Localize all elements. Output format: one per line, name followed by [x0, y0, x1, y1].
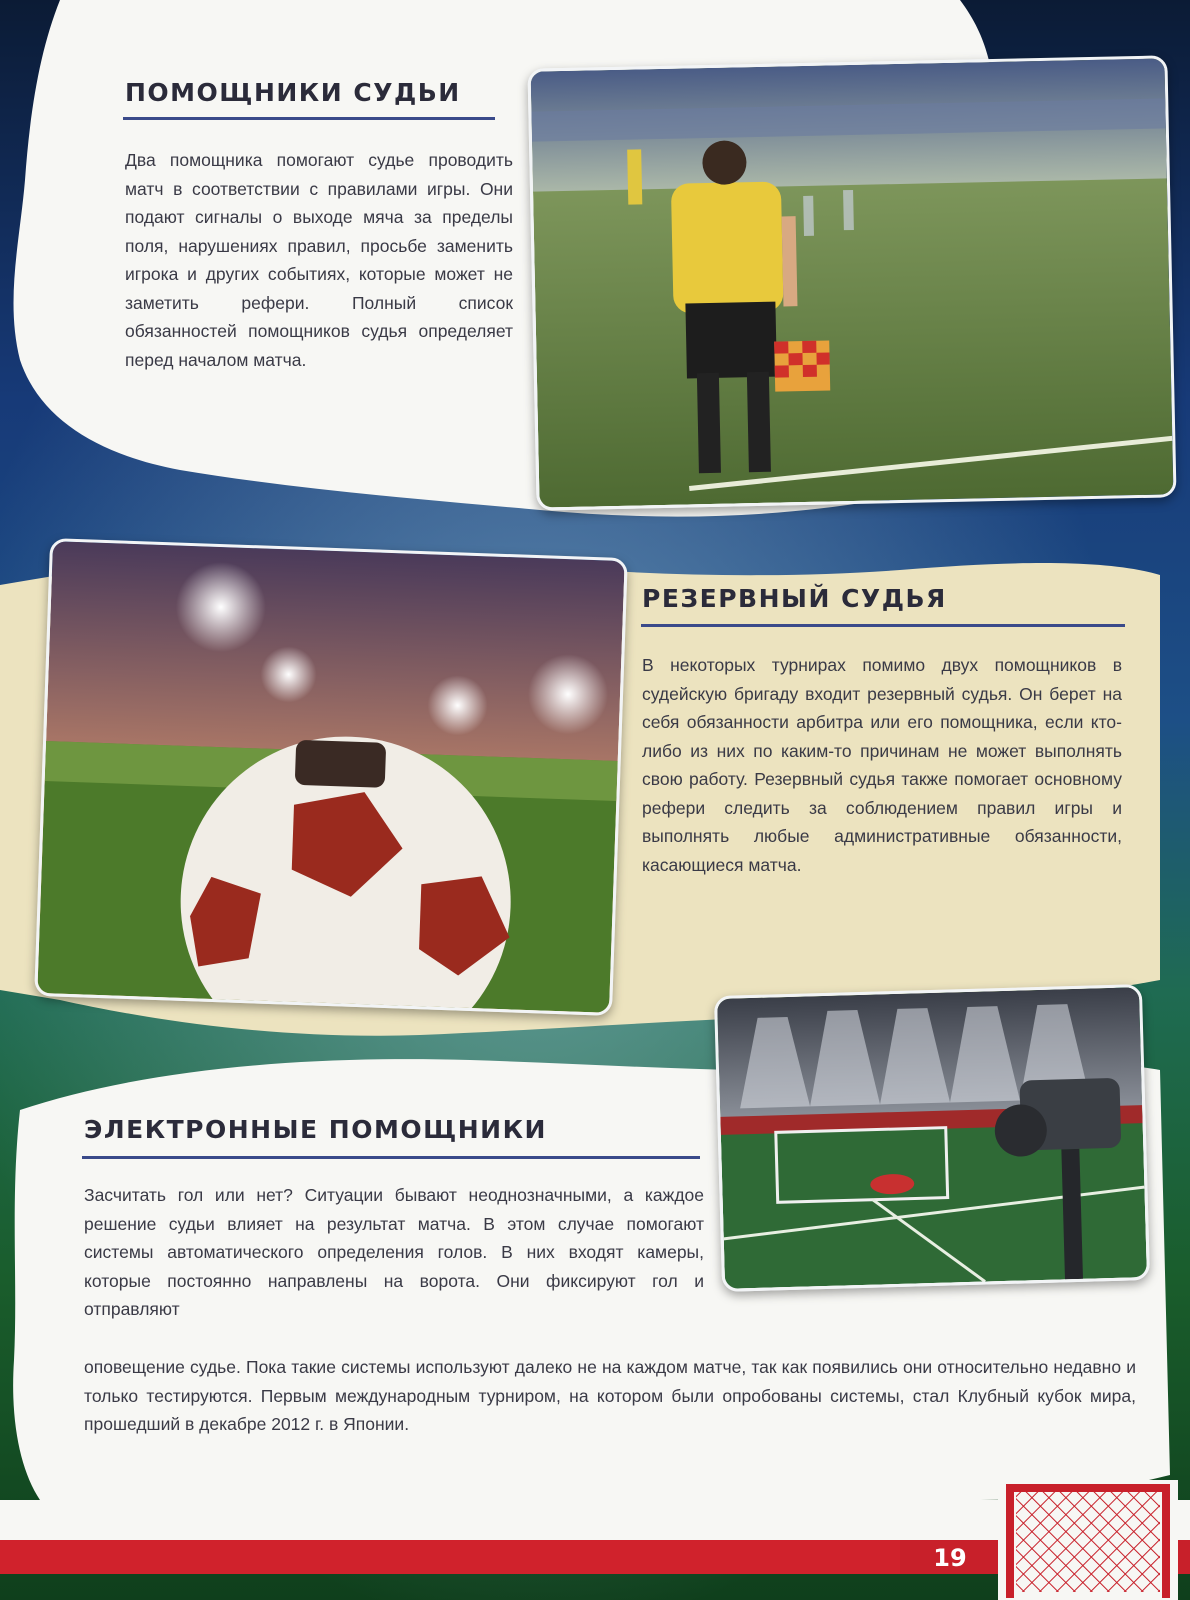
paragraph-assistants: Два помощника помогают судье проводить матч в соответствии с правилами игры. Они подают сигналы о выходе мяча за пределы поля, нарушениях правил, просьбе заменить игрока и других событиях, которые может не заметить рефери. Полный список обязанностей помощников судья определяет перед началом матча. [125, 150, 513, 370]
goal-net-icon [998, 1480, 1178, 1600]
heading-rule [82, 1156, 700, 1159]
paragraph-electronic-part1: Засчитать гол или нет? Ситуации бывают неоднозначными, а каждое решение судьи влияет на результат матча. В этом случае помогают системы автоматического определения голов. В них входят камеры, которые постоянно направлены на ворота. Они фиксируют гол и отправляют [84, 1185, 704, 1319]
heading-electronic: ЭЛЕКТРОННЫЕ ПОМОЩНИКИ [84, 1115, 547, 1144]
paragraph-electronic-part2: оповещение судье. Пока такие системы используют далеко не на каждом матче, так как появились они относительно недавно и только тестируются. Первым международным турниром, на котором были опробованы системы, стал Клубный кубок мира, прошедший в декабре 2012 г. в Японии. [84, 1357, 1136, 1434]
heading-rule [123, 117, 495, 120]
heading-rule [641, 624, 1125, 627]
linesman-photo [527, 55, 1176, 510]
page-number: 19 [933, 1544, 967, 1572]
ball-photo [34, 538, 628, 1016]
heading-reserve: РЕЗЕРВНЫЙ СУДЬЯ [642, 584, 947, 613]
camera-photo [714, 984, 1150, 1292]
paragraph-reserve: В некоторых турнирах помимо двух помощников в судейскую бригаду входит резервный судья. Он берет на себя обязанности арбитра или его помощника, если кто-либо из них по каким-то причинам не может выполнять свою работу. Резервный судья также помогает основному рефери следить за соблюдением правил игры и выполнять любые административные обязанности, касающиеся матча. [642, 655, 1122, 875]
footer-stripe [0, 1540, 900, 1574]
heading-assistants: ПОМОЩНИКИ СУДЬИ [125, 78, 461, 107]
